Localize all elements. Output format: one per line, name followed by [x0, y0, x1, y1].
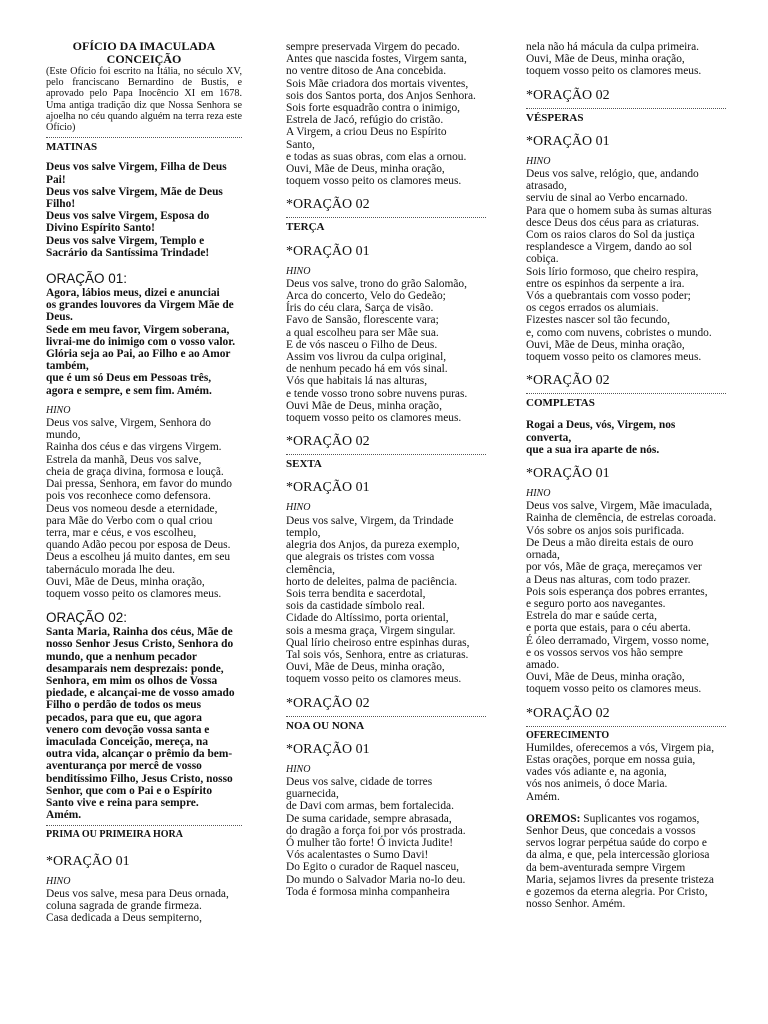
text-line: Filho o perdão de todos os meus — [46, 699, 202, 712]
text-line: Santo vive e reina para sempre. — [46, 796, 199, 809]
column-3 — [526, 41, 726, 910]
text-line: que alegrais os tristes com vossa — [286, 551, 435, 564]
text-line: Vós que habitais lá nas alturas, — [286, 375, 428, 388]
text-line: Pai! — [46, 173, 66, 186]
text-line: e os vossos servos vos hão sempre — [526, 646, 683, 659]
text-line: Humildes, oferecemos a vós, Virgem pia, — [526, 741, 715, 754]
text-line: pois vos reconhece como defensora. — [46, 490, 211, 503]
text-line: e tende vosso trono sobre nuvens puras. — [286, 387, 468, 400]
oracao-02-ref: *ORAÇÃO 02 — [286, 434, 370, 450]
text-line: Deus vos salve, Virgem, Mãe imaculada, — [526, 500, 713, 513]
text-line: resplandesce a Virgem, dando ao sol — [526, 241, 692, 254]
text-line: Vós acalentastes o Sumo Davi! — [286, 849, 429, 862]
text-line: e todas as suas obras, com elas a ornou. — [286, 150, 467, 163]
text-line: Deus vos salve Virgem, Templo e — [46, 234, 205, 247]
text-line: Toda é formosa minha companheira — [286, 885, 450, 898]
text-line: Pois sois esperança dos pobres errantes, — [526, 585, 708, 598]
text-line: amado. — [526, 658, 560, 671]
text-line: Vós a quebrantais com vosso poder; — [526, 290, 691, 303]
text-line: Sacrário da Santíssima Trindade! — [46, 246, 210, 259]
text-line: serviu de sinal ao Verbo encarnado. — [526, 192, 688, 205]
sexta-hino-text — [286, 515, 486, 686]
text-line: Arca do concerto, Velo do Gedeão; — [286, 290, 446, 303]
office-title — [46, 40, 242, 66]
divider — [286, 217, 486, 218]
oracao-01-text — [46, 287, 242, 397]
text-line: cheia de graça divina, formosa e louçã. — [46, 465, 224, 478]
text-line: quando Adão pecou por esposa de Deus. — [46, 539, 231, 552]
section-sexta: SEXTA — [286, 458, 322, 471]
text-line: Assim vos livrou da culpa original, — [286, 351, 447, 364]
hino-label: HINO — [286, 763, 311, 775]
text-line: nosso Senhor Jesus Cristo, Senhora do — [46, 638, 234, 651]
text-line: toquem vosso peito os clamores meus. — [286, 673, 462, 686]
text-line: Ouvi, Mãe de Deus, minha oração, — [286, 661, 445, 674]
text-line: toquem vosso peito os clamores meus. — [286, 412, 462, 425]
oremos-text — [526, 825, 726, 910]
section-matinas: MATINAS — [46, 141, 98, 154]
text-line: Sede em meu favor, Virgem soberana, — [46, 323, 230, 336]
text-line: e porta que estais, para o céu aberta. — [526, 622, 691, 635]
section-terca: TERÇA — [286, 221, 325, 234]
text-line: Deus vos salve, Virgem, Senhora do — [46, 417, 211, 430]
divider — [286, 716, 486, 717]
text-line: nosso Senhor. Amém. — [526, 898, 626, 911]
text-line: Senhor Deus, que concedais a vossos — [526, 824, 696, 837]
text-line: Com os raios claros do Sol da justiça — [526, 229, 695, 242]
divider — [286, 454, 486, 455]
text-line: sois a mesma graça, Virgem singular. — [286, 624, 456, 637]
hino-label: HINO — [46, 875, 71, 887]
divider — [526, 726, 726, 727]
text-line: Deus a escolheu já muito dantes, em seu — [46, 551, 231, 564]
text-line: Casa dedicada a Deus sempiterno, — [46, 912, 202, 925]
text-line: Sois forte esquadrão contra o inimigo, — [286, 102, 460, 115]
text-line: e seguro porto aos navegantes. — [526, 597, 666, 610]
text-line: Agora, lábios meus, dizei e anunciai — [46, 287, 220, 300]
text-line: tabernáculo morada lhe deu. — [46, 563, 176, 576]
text-line: Ouvi, Mãe de Deus, minha oração, — [286, 163, 445, 176]
text-line: Ouvi, Mãe de Deus, minha oração, — [526, 338, 685, 351]
text-line: Amém. — [526, 790, 560, 803]
text-line: Deus vos salve Virgem, Mãe de Deus — [46, 185, 223, 198]
oracao-02-text — [46, 626, 242, 821]
text-line: Deus vos nomeou desde a eternidade, — [46, 502, 218, 515]
text-line: aventurança por mercê de vosso — [46, 760, 202, 773]
text-line: os grandes louvores da Virgem Mãe de — [46, 299, 234, 312]
text-line: imaculada Conceição, mereça, na — [46, 735, 209, 748]
text-line: Sois Mãe criadora dos mortais viventes, — [286, 77, 469, 90]
text-line: Ouvi, Mãe de Deus, minha oração, — [46, 575, 205, 588]
completas-intro — [526, 419, 726, 456]
intro-note: (Este Ofício foi escrito na Itália, no século XV, pelo franciscano Bernardino de Bustis, e aprovado pelo Papa Inocêncio XI em 1678. Uma antiga tradição diz que Nossa Senhora se ajoelha no céu quando alguém na terra reza este Ofício) — [46, 66, 242, 134]
text-line: Filho! — [46, 198, 76, 211]
text-line: Rainha dos céus e das virgens Virgem. — [46, 441, 222, 454]
text-line: Estas orações, porque em nossa guia, — [526, 753, 696, 766]
section-prima: PRIMA OU PRIMEIRA HORA — [46, 829, 183, 841]
oremos-first-line — [526, 813, 726, 825]
text-line: nela não há mácula da culpa primeira. — [526, 41, 699, 53]
text-line: Estrela da manhã, Deus vos salve, — [46, 453, 202, 466]
text-line: Ouvi, Mãe de Deus, minha oração, — [526, 53, 685, 66]
text-line: Deus. — [46, 311, 73, 324]
text-line: Ouvi Mãe de Deus, minha oração, — [286, 399, 442, 412]
text-line: no ventre ditoso de Ana concebida. — [286, 65, 447, 78]
noa-hino-continuation — [526, 41, 726, 78]
text-line: Tal sois vós, Senhora, entre as criaturas. — [286, 648, 469, 661]
oracao-01-ref: *ORAÇÃO 01 — [286, 741, 370, 757]
text-line: coluna sagrada de grande firmeza. — [46, 899, 202, 912]
oracao-01-title: ORAÇÃO 01: — [46, 271, 128, 287]
text-line: terra, mar e céus, e vos escolheu, — [46, 526, 197, 539]
text-line: Íris do céu clara, Sarça de visão. — [286, 302, 434, 315]
text-line: Fizestes nascer sol tão fecundo, — [526, 314, 670, 327]
hino-label: HINO — [526, 155, 551, 167]
text-line: livrai-me do inimigo com o vosso valor. — [46, 335, 236, 348]
hino-label: HINO — [286, 502, 311, 514]
text-line: da alma, e que, pela intercessão gloriosa — [526, 849, 710, 862]
text-line: Vós sobre os anjos sois purificada. — [526, 524, 685, 537]
text-line: Deus vos salve Virgem, Esposa do — [46, 210, 210, 223]
divider — [46, 825, 242, 826]
text-line: alegria dos Anjos, da pureza exemplo, — [286, 539, 460, 552]
oferecimento-text — [526, 742, 726, 803]
oracao-02-ref: *ORAÇÃO 02 — [526, 373, 610, 389]
hino-label: HINO — [526, 488, 551, 500]
text-line: benditíssimo Filho, Jesus Cristo, nosso — [46, 772, 233, 785]
text-line: desce Deus dos céus para as criaturas. — [526, 216, 700, 229]
text-line: converta, — [526, 431, 572, 444]
text-line: Rainha de clemência, de estrelas coroada. — [526, 512, 717, 525]
prima-hino-continuation — [286, 41, 486, 187]
section-noa: NOA OU NONA — [286, 719, 365, 732]
text-line: Deus vos salve, Virgem, da Trindade — [286, 514, 454, 527]
text-line: de Davi com armas, bem fortalecida. — [286, 800, 454, 813]
text-line: a qual escolheu para ser Mãe sua. — [286, 326, 439, 339]
divider — [526, 393, 726, 394]
title-line: OFÍCIO DA IMACULADA — [72, 39, 216, 53]
text-line: Cidade do Altíssimo, porta oriental, — [286, 612, 449, 625]
text-line: para Mãe do Verbo com o qual criou — [46, 514, 213, 527]
text-line: toquem vosso peito os clamores meus. — [526, 65, 702, 78]
text-line: Deus vos salve, mesa para Deus ornada, — [46, 887, 229, 900]
text-line: Senhora, em mim os olhos de Vossa — [46, 674, 218, 687]
text-line: De suma caridade, sempre abrasada, — [286, 812, 452, 825]
text-line: Do Egito o curador de Raquel nasceu, — [286, 861, 460, 874]
oremos-first-text: Suplicantes vos rogamos, — [580, 812, 700, 825]
text-line: Deus vos salve, relógio, que, andando — [526, 168, 699, 181]
text-line: do dragão a força foi por vós prostrada. — [286, 824, 466, 837]
oracao-01-ref: *ORAÇÃO 01 — [526, 466, 610, 482]
column-2 — [286, 41, 486, 898]
section-oferecimento: OFERECIMENTO — [526, 729, 610, 741]
text-line: Ó mulher tão forte! Ó invicta Judite! — [286, 836, 454, 849]
text-line: entre os espinhos da serpente a ira. — [526, 277, 685, 290]
text-line: Santo, — [286, 138, 315, 151]
divider — [526, 108, 726, 109]
text-line: que é um só Deus em Pessoas três, — [46, 372, 212, 385]
matinas-text — [46, 161, 242, 259]
section-vesperas: VÉSPERAS — [526, 111, 584, 124]
text-line: Antes que nascida fostes, Virgem santa, — [286, 53, 467, 66]
text-line: que a sua ira aparte de nós. — [526, 443, 660, 456]
text-line: Sois terra bendita e sacerdotal, — [286, 587, 426, 600]
oracao-01-ref: *ORAÇÃO 01 — [286, 480, 370, 496]
text-line: mundo, que a nenhum pecador — [46, 650, 197, 663]
text-line: Dai pressa, Senhora, em favor do mundo — [46, 478, 232, 491]
text-line: vades vós adiante e, na agonia, — [526, 766, 667, 779]
text-line: Qual lírio cheiroso entre espinhas duras, — [286, 636, 470, 649]
text-line: clemência, — [286, 563, 336, 576]
text-line: e gozemos da eterna alegria. Por Cristo, — [526, 885, 708, 898]
text-line: servos lograr perpétua saúde do corpo e — [526, 837, 707, 850]
text-line: toquem vosso peito os clamores meus. — [286, 175, 462, 188]
oremos-label: OREMOS: — [526, 812, 581, 825]
prima-oracao-01: *ORAÇÃO 01 — [46, 853, 130, 869]
text-line: Glória seja ao Pai, ao Filho e ao Amor — [46, 348, 231, 361]
text-line: cobiça. — [526, 253, 559, 266]
text-line: agora e sempre, e sem fim. Amém. — [46, 384, 212, 397]
text-line: Do mundo o Salvador Maria no-lo deu. — [286, 873, 466, 886]
text-line: Sois lírio formoso, que cheiro respira, — [526, 265, 699, 278]
text-line: da bem-aventurada sempre Virgem — [526, 861, 686, 874]
text-line: vós nos animeis, ó doce Maria. — [526, 778, 668, 791]
text-line: E de vós nasceu o Filho de Deus. — [286, 338, 438, 351]
text-line: Estrela de Jacó, refúgio do cristão. — [286, 114, 444, 127]
text-line: guarnecida, — [286, 788, 339, 801]
text-line: de nenhum pecado há em vós sinal. — [286, 363, 448, 376]
text-line: Amém. — [46, 809, 82, 822]
text-line: ornada, — [526, 549, 560, 562]
text-line: templo, — [286, 526, 321, 539]
oracao-02-ref: *ORAÇÃO 02 — [526, 87, 610, 103]
text-line: e, como com nuvens, cobristes o mundo. — [526, 326, 712, 339]
text-line: Estrela do mar e saúde certa, — [526, 610, 657, 623]
text-line: Deus vos salve, trono do grão Salomão, — [286, 277, 467, 290]
text-line: É óleo derramado, Virgem, vosso nome, — [526, 634, 710, 647]
text-line: Rogai a Deus, vós, Virgem, nos — [526, 419, 676, 432]
text-line: outra vida, alcançar o prêmio da bem- — [46, 748, 233, 761]
oracao-01-ref: *ORAÇÃO 01 — [526, 133, 610, 149]
text-line: sois da castidade símbolo real. — [286, 600, 425, 613]
text-line: Senhor, que com o Pai e o Espírito — [46, 784, 213, 797]
text-line: Para que o homem suba às sumas alturas — [526, 204, 712, 217]
text-line: toquem vosso peito os clamores meus. — [46, 587, 222, 600]
text-line: Maria, sejamos livres da presente tristeza — [526, 873, 714, 886]
text-line: Ouvi, Mãe de Deus, minha oração, — [526, 671, 685, 684]
text-line: sempre preservada Virgem do pecado. — [286, 41, 460, 53]
oracao-02-ref: *ORAÇÃO 02 — [286, 695, 370, 711]
text-line: Santa Maria, Rainha dos céus, Mãe de — [46, 626, 233, 639]
text-line: os cegos errados os alumiais. — [526, 302, 659, 315]
text-line: atrasado, — [526, 180, 567, 193]
text-line: sois dos Santos porta, dos Anjos Senhora. — [286, 89, 476, 102]
prima-hino-text — [46, 888, 242, 925]
text-line: também, — [46, 360, 89, 373]
completas-hino-text — [526, 500, 726, 695]
text-line: desamparais nem desprezais: ponde, — [46, 662, 224, 675]
title-line: CONCEIÇÃO — [106, 52, 182, 66]
oracao-02-ref: *ORAÇÃO 02 — [526, 705, 610, 721]
divider — [46, 137, 242, 138]
text-line: Deus vos salve, cidade de torres — [286, 775, 433, 788]
text-line: horto de deleites, palma de paciência. — [286, 575, 458, 588]
oracao-02-ref: *ORAÇÃO 02 — [286, 197, 370, 213]
text-line: Favo de Sansão, florescente vara; — [286, 314, 439, 327]
hino-label: HINO — [286, 265, 311, 277]
text-line: mundo, — [46, 429, 81, 442]
hino-label: HINO — [46, 404, 71, 416]
text-line: toquem vosso peito os clamores meus. — [526, 683, 702, 696]
section-completas: COMPLETAS — [526, 397, 595, 410]
text-line: A Virgem, a criou Deus no Espírito — [286, 126, 447, 139]
text-line: por vós, Mãe de graça, mereçamos ver — [526, 561, 702, 574]
vesperas-hino-text — [526, 168, 726, 363]
text-line: toquem vosso peito os clamores meus. — [526, 351, 702, 364]
terca-hino-text — [286, 278, 486, 424]
hino-text — [46, 417, 242, 600]
text-line: Deus vos salve Virgem, Filha de Deus — [46, 161, 227, 174]
text-line: De Deus a mão direita estais de ouro — [526, 536, 694, 549]
oracao-02-title: ORAÇÃO 02: — [46, 610, 128, 626]
noa-hino-text — [286, 776, 486, 898]
oracao-01-ref: *ORAÇÃO 01 — [286, 243, 370, 259]
text-line: piedade, e alcançai-me de vosso amado — [46, 687, 235, 700]
text-line: Divino Espírito Santo! — [46, 222, 155, 235]
text-line: venero com devoção vossa santa e — [46, 723, 210, 736]
column-1 — [46, 40, 242, 924]
text-line: pecados, para que eu, que agora — [46, 711, 202, 724]
text-line: a Deus nas alturas, com todo prazer. — [526, 573, 691, 586]
